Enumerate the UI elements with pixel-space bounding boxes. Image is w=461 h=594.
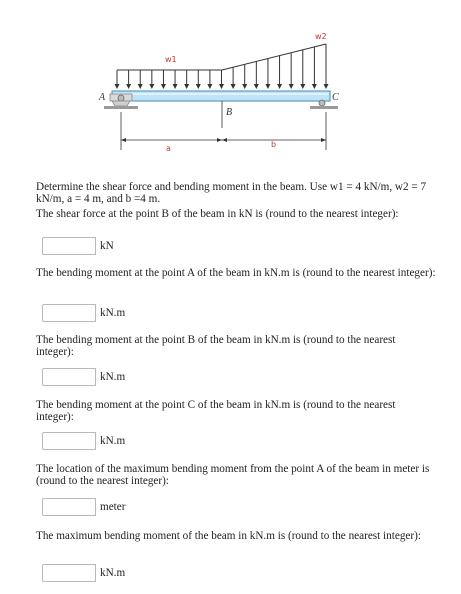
load-arrowhead	[138, 84, 143, 89]
answer-2-input[interactable]	[42, 304, 96, 322]
answer-row-6	[42, 563, 125, 583]
answer-row-1	[42, 236, 114, 256]
answer-row-5	[42, 497, 125, 517]
load-arrowhead	[312, 84, 317, 89]
dimension-a-label: a	[166, 144, 171, 153]
answer-6-unit: kN.m	[95, 564, 125, 582]
w2-label: w2	[315, 32, 327, 41]
load-arrowhead	[161, 84, 166, 89]
point-b-label: B	[226, 107, 233, 118]
answer-row-4	[42, 431, 125, 451]
answer-3-unit: kN.m	[95, 368, 125, 386]
load-arrowhead	[184, 84, 189, 89]
load-arrowhead	[219, 84, 224, 89]
answer-6-input[interactable]	[42, 564, 96, 582]
question-4-text: The bending moment at the point C of the beam in kN.m is (round to the nearest integer):	[36, 399, 396, 423]
w1-label: w1	[165, 55, 177, 64]
problem-statement: Determine the shear force and bending moment in the beam. Use w1 = 4 kN/m, w2 = 7 kN/m, a = 4 m, and b =4 m.	[36, 181, 427, 205]
answer-2-unit: kN.m	[95, 304, 125, 322]
question-1-text: The shear force at the point B of the beam in kN is (round to the nearest integer):	[36, 208, 399, 220]
question-3-text: The bending moment at the point B of the beam in kN.m is (round to the nearest integer):	[36, 334, 396, 358]
answer-5-input[interactable]	[42, 498, 96, 516]
question-2-text: The bending moment at the point A of the beam in kN.m is (round to the nearest integer):	[36, 267, 436, 279]
point-c-label: C	[332, 92, 339, 103]
answer-4-unit: kN.m	[95, 432, 125, 450]
load-arrowhead	[149, 84, 154, 89]
load-arrowhead	[173, 84, 178, 89]
answer-4-input[interactable]	[42, 432, 96, 450]
answer-5-unit: meter	[95, 498, 125, 516]
load-arrowhead	[207, 84, 212, 89]
load-arrowhead	[115, 84, 120, 89]
question-6-text: The maximum bending moment of the beam in kN.m is (round to the nearest integer):	[36, 530, 421, 542]
dimension-b-label: b	[271, 140, 277, 149]
load-arrowhead	[265, 84, 270, 89]
load-arrowhead	[231, 84, 236, 89]
question-5-text: The location of the maximum bending moment from the point A of the beam in meter is (round to the nearest integer):	[36, 463, 430, 487]
answer-row-2	[42, 303, 125, 323]
load-arrowhead	[277, 84, 282, 89]
load-arrows	[115, 44, 329, 89]
load-arrowhead	[126, 84, 131, 89]
beam-figure	[0, 0, 461, 170]
beam	[112, 91, 330, 101]
load-arrowhead	[242, 84, 247, 89]
answer-1-input[interactable]	[42, 237, 96, 255]
load-arrowhead	[196, 84, 201, 89]
dimension-lines	[121, 112, 326, 150]
load-arrowhead	[289, 84, 294, 89]
load-arrowhead	[324, 84, 329, 89]
load-arrowhead	[254, 84, 259, 89]
load-arrowhead	[300, 84, 305, 89]
answer-1-unit: kN	[95, 237, 114, 255]
answer-row-3	[42, 367, 125, 387]
answer-3-input[interactable]	[42, 368, 96, 386]
point-a-label: A	[99, 92, 106, 103]
